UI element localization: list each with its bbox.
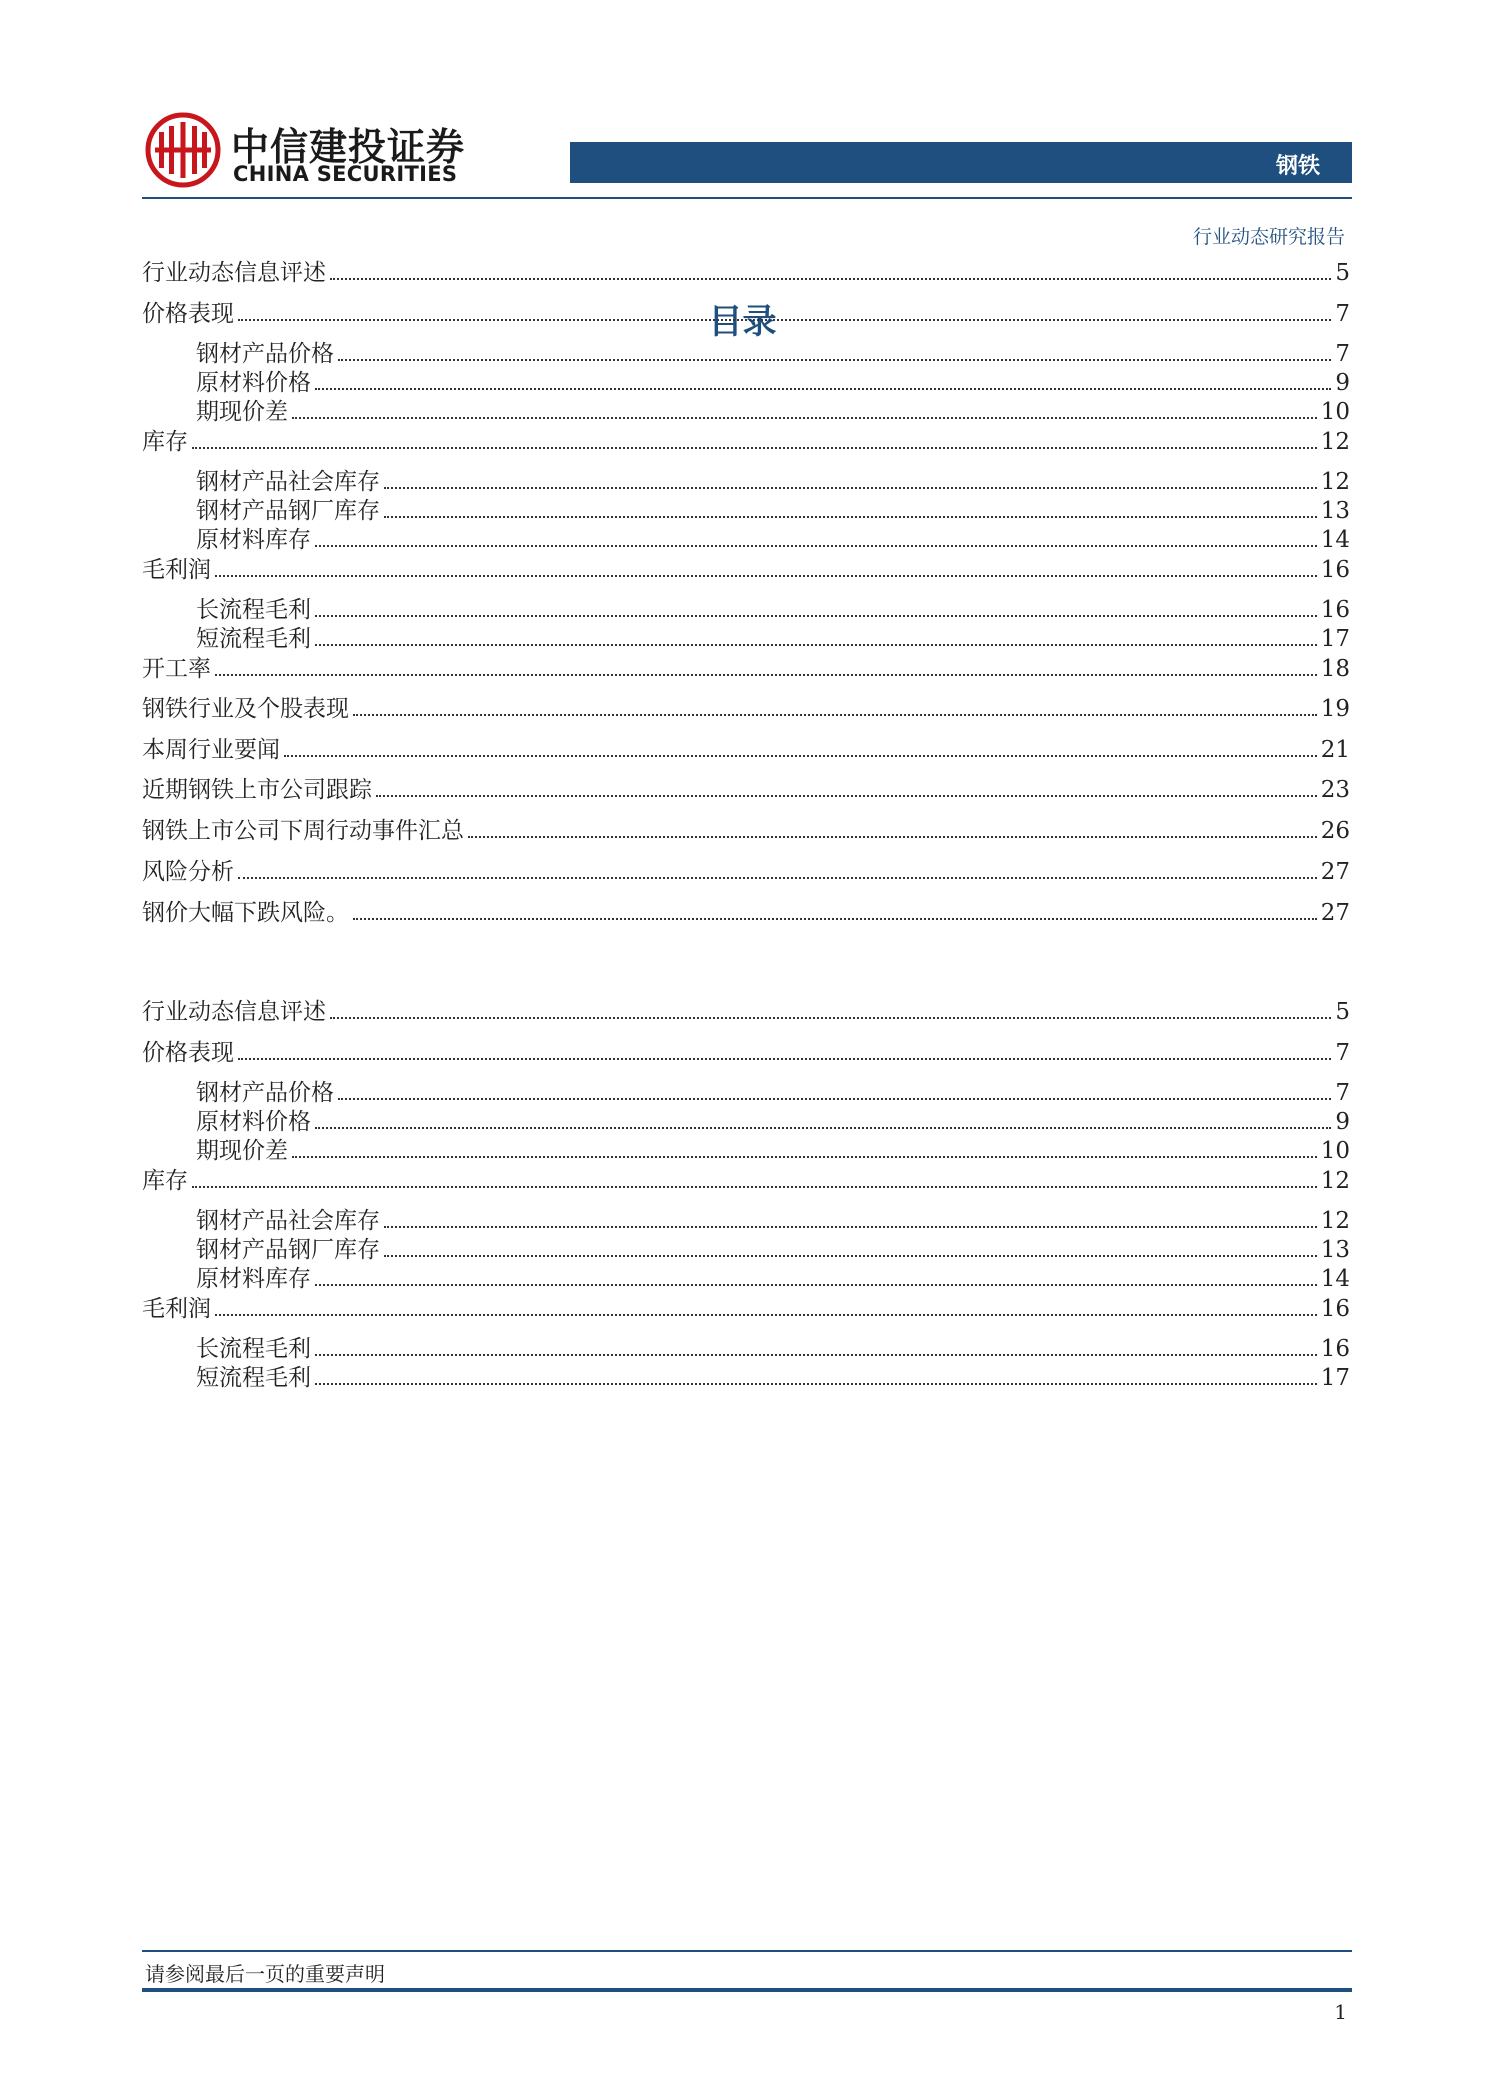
toc-entry-title: 原材料价格 — [196, 1109, 311, 1135]
header-divider — [142, 197, 1352, 199]
toc-dot-leader — [215, 674, 1317, 676]
toc-dot-leader — [315, 1284, 1317, 1286]
toc-entry-title: 行业动态信息评述 — [142, 999, 326, 1025]
toc-entry[interactable] — [196, 339, 1350, 369]
toc-entry-title: 期现价差 — [196, 399, 288, 425]
disclaimer-text: 请参阅最后一页的重要声明 — [145, 1962, 385, 1986]
toc-entry-page: 7 — [1335, 341, 1350, 367]
toc-dot-leader — [330, 278, 1331, 280]
toc-entry[interactable] — [196, 1235, 1350, 1265]
toc-entry-title: 长流程毛利 — [196, 1336, 311, 1362]
toc-entry[interactable] — [196, 496, 1350, 526]
toc-dot-leader — [353, 714, 1317, 716]
toc-entry-page: 19 — [1320, 696, 1350, 722]
toc-dot-leader — [215, 1314, 1317, 1316]
toc-entry-page: 10 — [1320, 1138, 1350, 1164]
toc-entry-title: 钢材产品价格 — [196, 1080, 334, 1106]
toc-entry-title: 原材料库存 — [196, 527, 311, 553]
toc-dot-leader — [315, 1383, 1317, 1385]
toc-dot-leader — [384, 516, 1317, 518]
toc-dot-leader — [215, 575, 1317, 577]
toc-dot-leader — [468, 836, 1317, 838]
toc-entry[interactable] — [142, 1294, 1350, 1324]
toc-entry[interactable] — [196, 1136, 1350, 1166]
toc-dot-leader — [353, 918, 1317, 920]
toc-entry-page: 12 — [1320, 429, 1350, 455]
toc-entry-page: 14 — [1320, 1266, 1350, 1292]
toc-entry-page: 10 — [1320, 399, 1350, 425]
brand-logo — [145, 112, 475, 194]
toc-entry[interactable] — [142, 775, 1350, 805]
toc-entry-page: 27 — [1320, 900, 1350, 926]
toc-dot-leader — [384, 1226, 1317, 1228]
toc-entry-title: 短流程毛利 — [196, 626, 311, 652]
toc-title: 目录 — [708, 302, 777, 342]
toc-dot-leader — [315, 644, 1317, 646]
toc-dot-leader — [292, 1156, 1317, 1158]
toc-entry-title: 长流程毛利 — [196, 597, 311, 623]
toc-entry-page: 13 — [1320, 498, 1350, 524]
footer-divider — [142, 1950, 1352, 1952]
toc-entry[interactable] — [196, 1363, 1350, 1393]
toc-dot-leader — [238, 1058, 1331, 1060]
toc-entry-title: 风险分析 — [142, 859, 234, 885]
toc-entry-title: 钢材产品价格 — [196, 341, 334, 367]
toc-entry-page: 16 — [1320, 597, 1350, 623]
toc-entry-page: 16 — [1320, 1296, 1350, 1322]
toc-entry[interactable] — [196, 368, 1350, 398]
toc-entry[interactable] — [142, 555, 1350, 585]
toc-entry-page: 23 — [1320, 777, 1350, 803]
toc-entry[interactable] — [196, 1107, 1350, 1137]
toc-entry-title: 库存 — [142, 1168, 188, 1194]
toc-entry-title: 钢材产品钢厂库存 — [196, 1237, 380, 1263]
toc-entry[interactable] — [142, 997, 1350, 1027]
toc-entry[interactable] — [142, 694, 1350, 724]
toc-entry-page: 7 — [1335, 301, 1350, 327]
toc-entry-title: 毛利润 — [142, 1296, 211, 1322]
toc-entry-title: 近期钢铁上市公司跟踪 — [142, 777, 372, 803]
toc-entry-page: 18 — [1320, 656, 1350, 682]
report-type: 行业动态研究报告 — [1192, 226, 1345, 248]
toc-dot-leader — [315, 545, 1317, 547]
toc-entry-page: 16 — [1320, 1336, 1350, 1362]
toc-dot-leader — [338, 359, 1331, 361]
toc-dot-leader — [192, 447, 1317, 449]
toc-entry-page: 21 — [1320, 737, 1350, 763]
toc-entry-page: 12 — [1320, 1208, 1350, 1234]
toc-entry[interactable] — [142, 299, 1350, 329]
toc-entry[interactable] — [142, 898, 1350, 928]
toc-entry[interactable] — [142, 857, 1350, 887]
toc-dot-leader — [192, 1186, 1317, 1188]
footer-divider-thick — [142, 1988, 1352, 1992]
toc-entry[interactable] — [196, 595, 1350, 625]
toc-entry-title: 库存 — [142, 429, 188, 455]
toc-entry[interactable] — [196, 624, 1350, 654]
brand-name-cn: 中信建投证券 — [231, 125, 466, 169]
toc-entry-page: 9 — [1335, 370, 1350, 396]
toc-dot-leader — [315, 1127, 1331, 1129]
toc-entry-title: 钢材产品社会库存 — [196, 469, 380, 495]
toc-dot-leader — [292, 417, 1317, 419]
toc-dot-leader — [384, 487, 1317, 489]
page-number: 1 — [1334, 2000, 1347, 2024]
toc-entry-title: 钢铁行业及个股表现 — [142, 696, 349, 722]
toc-entry-title: 本周行业要闻 — [142, 737, 280, 763]
toc-entry-page: 17 — [1320, 1365, 1350, 1391]
toc-entry-page: 12 — [1320, 1168, 1350, 1194]
toc-entry[interactable] — [196, 467, 1350, 497]
toc-entry-page: 12 — [1320, 469, 1350, 495]
toc-dot-leader — [315, 1354, 1317, 1356]
toc-dot-leader — [315, 388, 1331, 390]
toc-entry-title: 钢材产品社会库存 — [196, 1208, 380, 1234]
toc-entry-page: 26 — [1320, 818, 1350, 844]
toc-entry[interactable] — [142, 654, 1350, 684]
toc-entry-page: 9 — [1335, 1109, 1350, 1135]
toc-dot-leader — [315, 615, 1317, 617]
toc-dot-leader — [338, 1098, 1331, 1100]
toc-entry[interactable] — [196, 1206, 1350, 1236]
toc-entry-page: 14 — [1320, 527, 1350, 553]
toc-entry-title: 原材料库存 — [196, 1266, 311, 1292]
toc-entry-title: 毛利润 — [142, 557, 211, 583]
sector-banner — [570, 142, 1352, 183]
china-securities-logo-icon — [145, 112, 221, 188]
toc-entry[interactable] — [142, 735, 1350, 765]
toc-entry-page: 13 — [1320, 1237, 1350, 1263]
toc-entry-title: 价格表现 — [142, 301, 234, 327]
toc-entry[interactable] — [196, 1078, 1350, 1108]
toc-entry[interactable] — [142, 427, 1350, 457]
toc-entry[interactable] — [196, 1334, 1350, 1364]
toc-entry-title: 原材料价格 — [196, 370, 311, 396]
toc-entry-page: 5 — [1335, 260, 1350, 286]
toc-entry-title: 钢价大幅下跌风险。 — [142, 900, 349, 926]
toc-entry-title: 行业动态信息评述 — [142, 260, 326, 286]
toc-entry[interactable] — [142, 1038, 1350, 1068]
toc-entry[interactable] — [196, 397, 1350, 427]
toc-dot-leader — [238, 877, 1317, 879]
toc-dot-leader — [238, 319, 1331, 321]
toc-entry-title: 钢铁上市公司下周行动事件汇总 — [142, 818, 464, 844]
sector-label: 钢铁 — [1275, 154, 1320, 179]
toc-entry-page: 16 — [1320, 557, 1350, 583]
toc-entry-page: 27 — [1320, 859, 1350, 885]
toc-entry[interactable] — [196, 525, 1350, 555]
toc-entry-page: 7 — [1335, 1040, 1350, 1066]
toc-dot-leader — [384, 1255, 1317, 1257]
toc-dot-leader — [376, 795, 1317, 797]
toc-dot-leader — [330, 1017, 1331, 1019]
toc-entry[interactable] — [196, 1264, 1350, 1294]
toc-entry[interactable] — [142, 1166, 1350, 1196]
brand-name-en: CHINA SECURITIES — [233, 162, 458, 186]
toc-entry-page: 5 — [1335, 999, 1350, 1025]
toc-entry-title: 开工率 — [142, 656, 211, 682]
toc-entry-title: 期现价差 — [196, 1138, 288, 1164]
toc-entry-title: 价格表现 — [142, 1040, 234, 1066]
toc-entry-title: 钢材产品钢厂库存 — [196, 498, 380, 524]
toc-entry-title: 短流程毛利 — [196, 1365, 311, 1391]
toc-entry-page: 17 — [1320, 626, 1350, 652]
toc-dot-leader — [284, 755, 1317, 757]
toc-entry[interactable] — [142, 258, 1350, 288]
toc-entry-page: 7 — [1335, 1080, 1350, 1106]
toc-entry[interactable] — [142, 816, 1350, 846]
